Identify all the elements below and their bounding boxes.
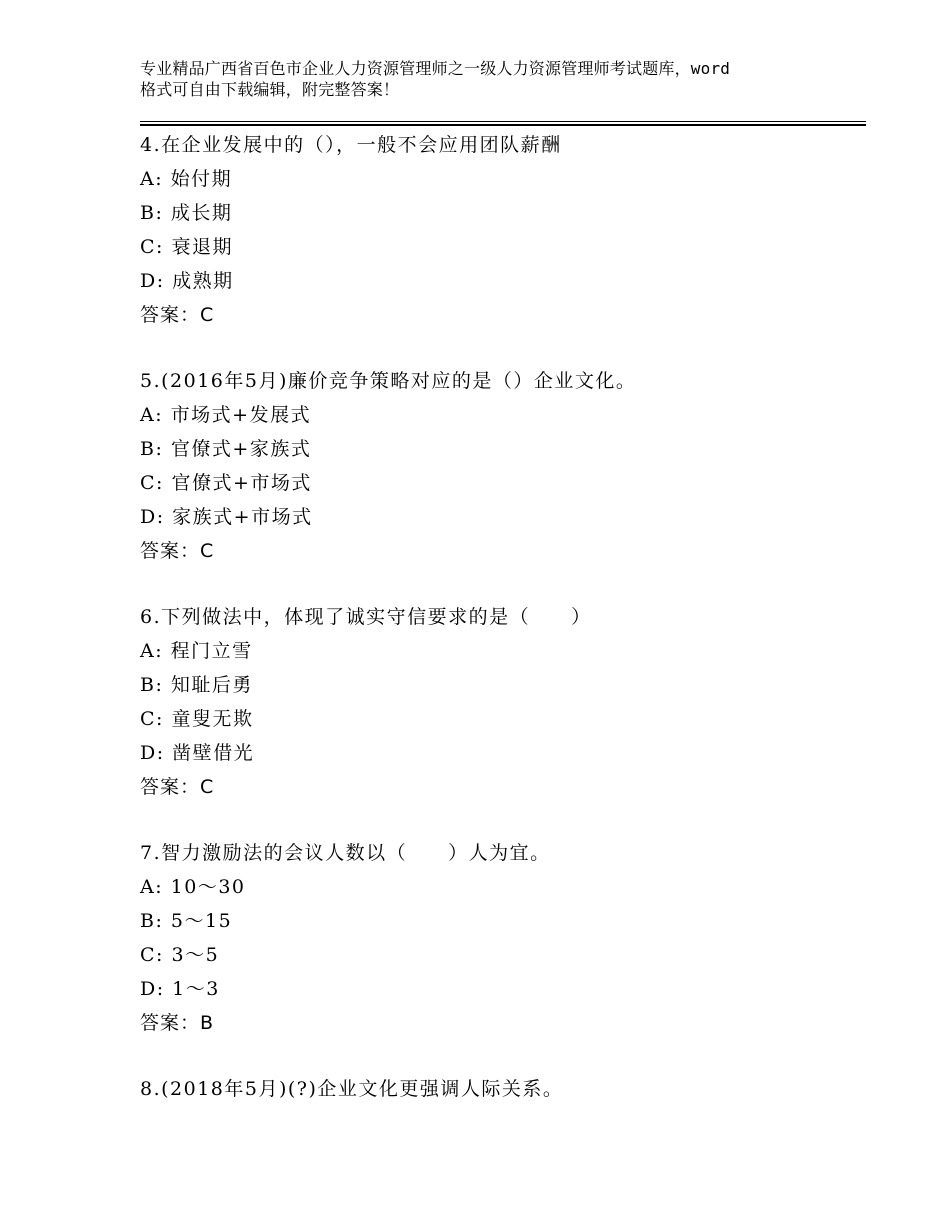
header-divider-thick bbox=[140, 124, 866, 126]
option-b: B: 5～15 bbox=[140, 910, 233, 932]
question-stem: 8.(2018年5月)(?)企业文化更强调人际关系。 bbox=[140, 1078, 564, 1100]
option-a: A: 市场式+发展式 bbox=[140, 404, 312, 426]
question-stem: 7.智力激励法的会议人数以（ ）人为宜。 bbox=[140, 842, 551, 864]
question-7 bbox=[140, 836, 860, 1040]
question-stem: 6.下列做法中，体现了诚实守信要求的是（ ） bbox=[140, 606, 592, 628]
option-a: A: 10～30 bbox=[140, 876, 246, 898]
answer-label: 答案：C bbox=[140, 304, 215, 326]
question-4 bbox=[140, 128, 860, 332]
question-stem: 5.(2016年5月)廉价竞争策略对应的是（）企业文化。 bbox=[140, 370, 637, 392]
header-line-2: 格式可自由下载编辑，附完整答案！ bbox=[140, 80, 400, 99]
option-a: A: 始付期 bbox=[140, 168, 233, 190]
question-8 bbox=[140, 1072, 860, 1106]
option-c: C: 衰退期 bbox=[140, 236, 233, 258]
option-c: C: 3～5 bbox=[140, 944, 220, 966]
question-6 bbox=[140, 600, 860, 804]
option-d: D: 成熟期 bbox=[140, 270, 234, 292]
option-d: D: 家族式+市场式 bbox=[140, 506, 313, 528]
document-header bbox=[140, 58, 840, 100]
option-d: D: 凿壁借光 bbox=[140, 742, 255, 764]
option-d: D: 1～3 bbox=[140, 978, 220, 1000]
option-b: B: 成长期 bbox=[140, 202, 233, 224]
option-b: B: 知耻后勇 bbox=[140, 674, 253, 696]
answer-label: 答案：B bbox=[140, 1012, 215, 1034]
answer-label: 答案：C bbox=[140, 540, 215, 562]
option-a: A: 程门立雪 bbox=[140, 640, 253, 662]
option-c: C: 童叟无欺 bbox=[140, 708, 254, 730]
option-b: B: 官僚式+家族式 bbox=[140, 438, 312, 460]
question-stem: 4.在企业发展中的（），一般不会应用团队薪酬 bbox=[140, 134, 562, 156]
answer-label: 答案：C bbox=[140, 776, 215, 798]
header-line-1: 专业精品广西省百色市企业人力资源管理师之一级人力资源管理师考试题库，word bbox=[140, 59, 731, 78]
question-5 bbox=[140, 364, 860, 568]
option-c: C: 官僚式+市场式 bbox=[140, 472, 312, 494]
question-list bbox=[140, 128, 860, 1138]
header-divider-thin bbox=[140, 121, 866, 122]
